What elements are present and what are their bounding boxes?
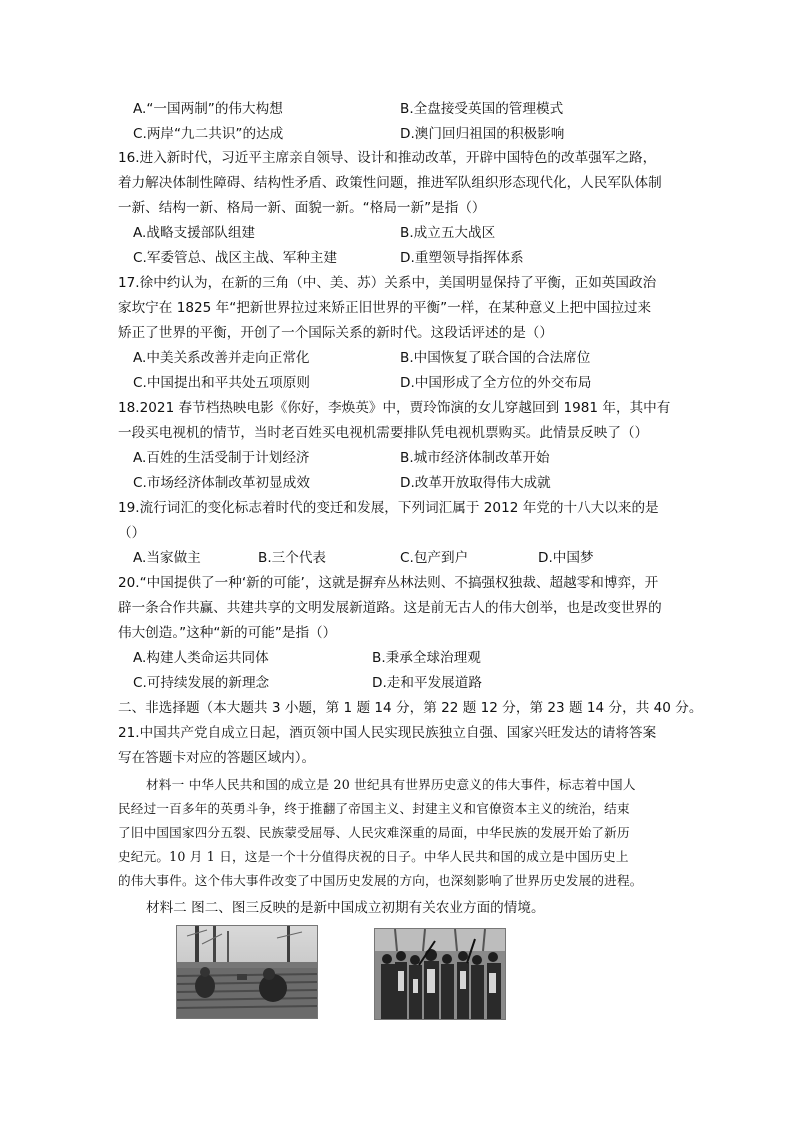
crowd-photo: [374, 928, 506, 1020]
q15-option-d[interactable]: D.澳门回归祖国的积极影响: [400, 126, 565, 142]
q16-stem-line-1: 16.进入新时代，习近平主席亲自领导、设计和推动改革，开辟中国特色的改革强军之路，: [118, 150, 657, 166]
q19-stem-line-2: （）: [118, 525, 146, 541]
material-1-line-5: 的伟大事件。这个伟大事件改变了中国历史发展的方向，也深刻影响了世界历史发展的进程。: [118, 873, 643, 888]
q20-stem-line-1: 20.“中国提供了一种‘新的可能’，这就是摒弃丛林法则、不搞强权独裁、超越零和博弈，开: [118, 575, 659, 591]
q15-option-c[interactable]: C.两岸“九二共识”的达成: [133, 126, 284, 142]
q17-stem-line-2: 家坎宁在 1825 年“把新世界拉过来矫正旧世界的平衡”一样，在某种意义上把中国拉过来: [118, 300, 652, 316]
section-2-heading: 二、非选择题（本大题共 3 小题，第 1 题 14 分，第 22 题 12 分，第 23 题 14 分，共 40 分。: [118, 700, 703, 716]
q17-option-a[interactable]: A.中美关系改善并走向正常化: [133, 350, 310, 366]
q20-option-b[interactable]: B.秉承全球治理观: [372, 650, 481, 666]
q16-stem-line-3: 一新、结构一新、格局一新、面貌一新。“格局一新”是指（）: [118, 200, 486, 216]
material-1-line-3: 了旧中国国家四分五裂、民族蒙受屈辱、人民灾难深重的局面，中华民族的发展开始了新历: [118, 825, 630, 840]
q20-stem-line-2: 辟一条合作共赢、共建共享的文明发展新道路。这是前无古人的伟大创举，也是改变世界的: [118, 600, 662, 616]
q19-stem-line-1: 19.流行词汇的变化标志着时代的变迁和发展，下列词汇属于 2012 年党的十八大以来的是: [118, 500, 659, 516]
material-1-line-2: 民经过一百多年的英勇斗争，终于推翻了帝国主义、封建主义和官僚资本主义的统治，结束: [118, 801, 630, 816]
q17-option-d[interactable]: D.中国形成了全方位的外交布局: [400, 375, 592, 391]
material-2-line: 材料二 图二、图三反映的是新中国成立初期有关农业方面的情境。: [146, 900, 545, 916]
q16-option-b[interactable]: B.成立五大战区: [400, 225, 496, 241]
material-1-line-1: 材料一 中华人民共和国的成立是 20 世纪具有世界历史意义的伟大事件，标志着中国人: [146, 777, 636, 792]
q18-option-b[interactable]: B.城市经济体制改革开始: [400, 450, 550, 466]
q15-option-a[interactable]: A.“一国两制”的伟大构想: [133, 101, 283, 117]
q18-option-a[interactable]: A.百姓的生活受制于计划经济: [133, 450, 310, 466]
q16-option-c[interactable]: C.军委管总、战区主战、军种主建: [133, 250, 338, 266]
crowd-photo-drawing: [375, 929, 505, 1019]
q21-stem-line-2: 写在答题卡对应的答题区域内）。: [118, 750, 316, 766]
q18-stem-line-2: 一段买电视机的情节，当时老百姓买电视机需要排队凭电视机票购买。此情景反映了（）: [118, 425, 649, 441]
q19-option-c[interactable]: C.包产到户: [400, 550, 469, 566]
material-1-line-4: 史纪元。10 月 1 日，这是一个十分值得庆祝的日子。中华人民共和国的成立是中国历史上: [118, 849, 629, 864]
q20-stem-line-3: 伟大创造。”这种“新的可能”是指（）: [118, 625, 337, 641]
q19-option-d[interactable]: D.中国梦: [538, 550, 594, 566]
q18-option-c[interactable]: C.市场经济体制改革初显成效: [133, 475, 310, 491]
q19-option-b[interactable]: B.三个代表: [258, 550, 327, 566]
q16-stem-line-2: 着力解决体制性障碍、结构性矛盾、政策性问题，推进军队组织形态现代化，人民军队体制: [118, 175, 662, 191]
q18-option-d[interactable]: D.改革开放取得伟大成就: [400, 475, 551, 491]
q16-option-a[interactable]: A.战略支援部队组建: [133, 225, 256, 241]
q21-stem-line-1: 21.中国共产党自成立日起，酒页领中国人民实现民族独立自强、国家兴旺发达的请将答案: [118, 725, 657, 741]
q17-option-b[interactable]: B.中国恢复了联合国的合法席位: [400, 350, 591, 366]
q17-option-c[interactable]: C.中国提出和平共处五项原则: [133, 375, 310, 391]
q16-option-d[interactable]: D.重塑领导指挥体系: [400, 250, 524, 266]
q17-stem-line-3: 矫正了世界的平衡，开创了一个国际关系的新时代。这段话评述的是（）: [118, 325, 553, 341]
q15-option-b[interactable]: B.全盘接受英国的管理模式: [400, 101, 564, 117]
farmland-photo: [176, 925, 318, 1019]
q17-stem-line-1: 17.徐中约认为，在新的三角（中、美、苏）关系中，美国明显保持了平衡，正如英国政治: [118, 275, 657, 291]
q19-option-a[interactable]: A.当家做主: [133, 550, 201, 566]
q20-option-a[interactable]: A.构建人类命运共同体: [133, 650, 269, 666]
q20-option-c[interactable]: C.可持续发展的新理念: [133, 675, 270, 691]
q20-option-d[interactable]: D.走和平发展道路: [372, 675, 482, 691]
farmland-photo-drawing: [177, 926, 317, 1018]
q18-stem-line-1: 18.2021 春节档热映电影《你好，李焕英》中，贾玲饰演的女儿穿越回到 1981 年，其中有: [118, 400, 671, 416]
